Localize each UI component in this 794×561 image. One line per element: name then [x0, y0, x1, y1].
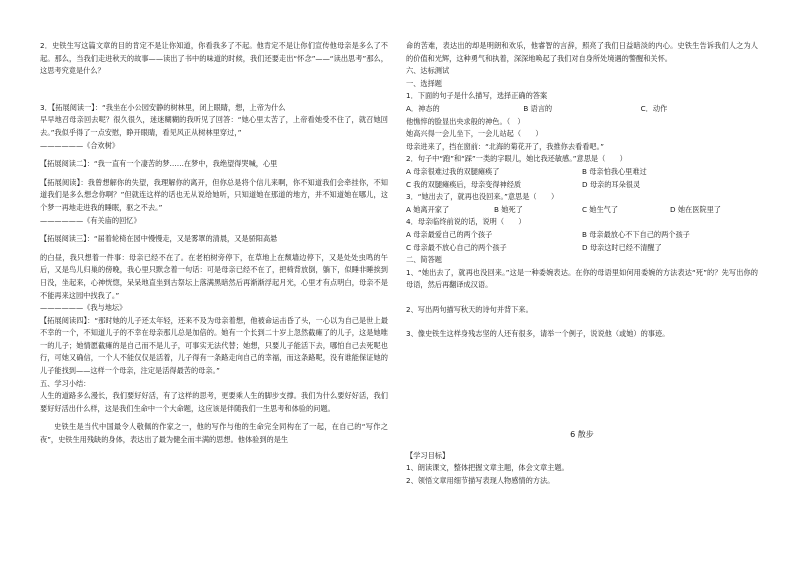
left-column: [40, 40, 388, 447]
question-1-sentence-b: 她高兴得一会儿坐下，一会儿站起（ ）: [406, 129, 543, 139]
summary-paragraph-continued: 命的苦难，表达出的却是明朗和欢乐，他睿智的言辞，照亮了我们日益暗淡的内心。史铁生告诉我们人之为人的价值和光辉，这种勇气和执着，深深地唤起了我们对自身所处境遇的警醒和关怀。: [406, 41, 758, 63]
extended-reading-1-body: 早早地召母亲回去呢？很久很久，迷迷糊糊的我听见了回答：“她心里太苦了，上帝看她受不住了，就召她回去。”我似乎得了一点安慰，睁开眼睛，看见风正从树林里穿过，”: [40, 115, 388, 137]
question-1: 1．下面的句子是什么描写，选择正确的答案: [406, 91, 548, 101]
option: A 母亲很难过我的双腿瘫痪了: [406, 166, 500, 176]
question-2: 2．句子中“跑”和“踩”一类的字眼儿，她比我还敏感。”意思是（ ）: [406, 154, 627, 164]
section-summary-heading: 五、学习小结：: [40, 378, 91, 388]
question-1-sentence-c: 母亲进来了，挡在窗前：“北海的菊花开了，我推你去看看吧。”: [406, 141, 604, 151]
question-1-options: [406, 103, 758, 116]
short-answer-3: 3、像史铁生这样身残志坚的人还有很多，请举一个例子，说说他（或她）的事迹。: [406, 329, 670, 339]
section-test-heading: 六、达标测试: [406, 66, 450, 76]
extended-reading-4: 【拓展阅读四】：“那时她的儿子还太年轻，还来不及为母亲着想，他被命运击昏了头，一心以为自己是世上最不幸的一个，不知道儿子的不幸在母亲那儿总是加倍的。她有一个长到二十岁上忽然截瘫了的儿子，这是她唯一的儿子；她情愿截瘫的是自己而不是儿子，可事实无法代替；她想，只要儿子能活下去，哪怕自己去死呢也行，可她又确信，一个人不能仅仅是活着，儿子得有一条路走向自己的幸福，而这条路呢，没有谁能保证她的儿子能找到——这样一个母亲，注定是活得最苦的母亲。”: [40, 315, 388, 376]
question-2-options-row-1: [406, 166, 758, 179]
learning-goal-1: 1、朗读课文，整体把握文章主题，体会文章主题。: [406, 463, 569, 473]
option: D 她在医院里了: [670, 204, 721, 214]
summary-paragraph-1: 人生的道路多么漫长，我们要好好活，有了这样的思考，更要乘人生的脚步支撑。我们为什么要好好活，我们要好好活出什么样，这是我们生命中一个大命题，这应该是伴随我们一生思考和体验的问题。: [40, 391, 388, 413]
extended-reading-2-body: 【拓展阅读】：我曾想解你的失望，我理解你的离开，但你总是将个信儿来啊，你不知道我们会牵挂你，不知道我们是多么想念你啊？”但就连这样的话也无从说给她听，只知道她在那道的地方，并不知道她在哪儿，这个梦一再地走进我的睡眠，驱之不去。”: [40, 177, 388, 212]
question-1-sentence-a: 他憔悴的脸显出央求般的神色。（ ）: [406, 116, 525, 126]
option: A 母亲最爱自己的两个孩子: [406, 229, 493, 239]
question-3-options: [406, 204, 758, 217]
paragraph-question-2: 2．史铁生写这篇文章的目的肯定不是让你知道，你看我多了不起。他肯定不是让你们宣传他母亲是多么了不起。那么，当我们走进秋天的故事——读出了书中的味道的时候，我们还要走出“怀念”——“读出思考”那么，这思考究竟是什么？: [40, 41, 388, 76]
extended-reading-3-intro: 【拓展阅读三】：“届着轮椅在园中慢慢走，又是雾罩的清晨，又是骄阳高悬: [40, 234, 278, 244]
option: A 她离开家了: [406, 204, 450, 214]
option: B 母亲怕我心里难过: [582, 166, 647, 176]
source-miao-memory: ——————《有关庙的回忆》: [40, 215, 141, 225]
short-answer-heading: 二、简答题: [406, 255, 442, 265]
option: D 母亲这时已经不清醒了: [582, 242, 662, 252]
option: C 母亲最不放心自己的两个孩子: [406, 242, 507, 252]
option: B 语言的: [523, 103, 553, 113]
learning-goals-heading: 【学习目标】: [406, 450, 450, 460]
question-3: 3．“她出去了，就再也没回来。”意思是（ ）: [406, 192, 559, 202]
question-4: 4．母亲临终前说的话，说明（ ）: [406, 217, 526, 227]
option: C．动作: [640, 103, 668, 113]
choice-section-heading: 一、选择题: [406, 78, 442, 88]
option: C 她生气了: [582, 204, 619, 214]
extended-reading-3-body: 的白昼，我只想着一件事：母亲已经不在了。在老柏树旁停下，在草地上在颓墙边停下，又是处处虫鸣的午后，又是鸟儿归巢的傍晚，我心里只默念着一句话：可是母亲已经不在了，把椅背放倒，躺下，似睡非睡挨到日没，坐起来，心神恍惚，呆呆地直坐到古祭坛上落满黑暗然后再渐渐浮起月光，心里才有点明白，母亲不是不能再来这园中找我了。”: [40, 252, 388, 300]
extended-reading-1-intro: 3．【拓展阅读一】：“我坐在小公园安静的树林里，闭上眼睛，想，上帝为什么: [40, 102, 286, 112]
question-4-options-row-1: [406, 229, 758, 242]
right-column: [406, 40, 758, 487]
option: B 母亲最放心不下自己的两个孩子: [582, 229, 690, 239]
extended-reading-2-intro: 【拓展阅读二】：“我一直有一个凄苦的梦……在梦中，我绝望得哭喊，心里: [40, 159, 278, 169]
lesson-title: 6 散步: [570, 430, 594, 440]
short-answer-2: 2、写出两句描写秋天的诗句并背下来。: [406, 304, 533, 314]
option: D 母亲的耳朵很灵: [582, 179, 641, 189]
question-2-options-row-2: [406, 179, 758, 192]
option: C 我的双腿瘫痪后，母亲变得神经质: [406, 179, 522, 189]
option: A．神态的: [406, 103, 440, 113]
short-answer-1: 1、“她出去了，就再也没回来。”这是一种委婉表达。在你的母语里如何用委婉的方法表达“死”的？先写出你的母语，然后再翻译成汉语。: [406, 267, 758, 290]
question-4-options-row-2: [406, 242, 758, 255]
learning-goal-2: 2、领悟文章用细节描写表现人物感情的方法。: [406, 475, 555, 485]
summary-paragraph-2: 史铁生是当代中国最令人敬佩的作家之一，他的写作与他的生命完全同构在了一起，在自己的“写作之夜”，史铁生用残缺的身体，表达出了最为健全而丰满的思想。他体验到的是生: [40, 422, 388, 445]
option: B 她死了: [494, 204, 523, 214]
source-hehuanshu: ——————《合欢树》: [40, 140, 120, 150]
source-ditan: ——————《我与地坛》: [40, 303, 127, 313]
